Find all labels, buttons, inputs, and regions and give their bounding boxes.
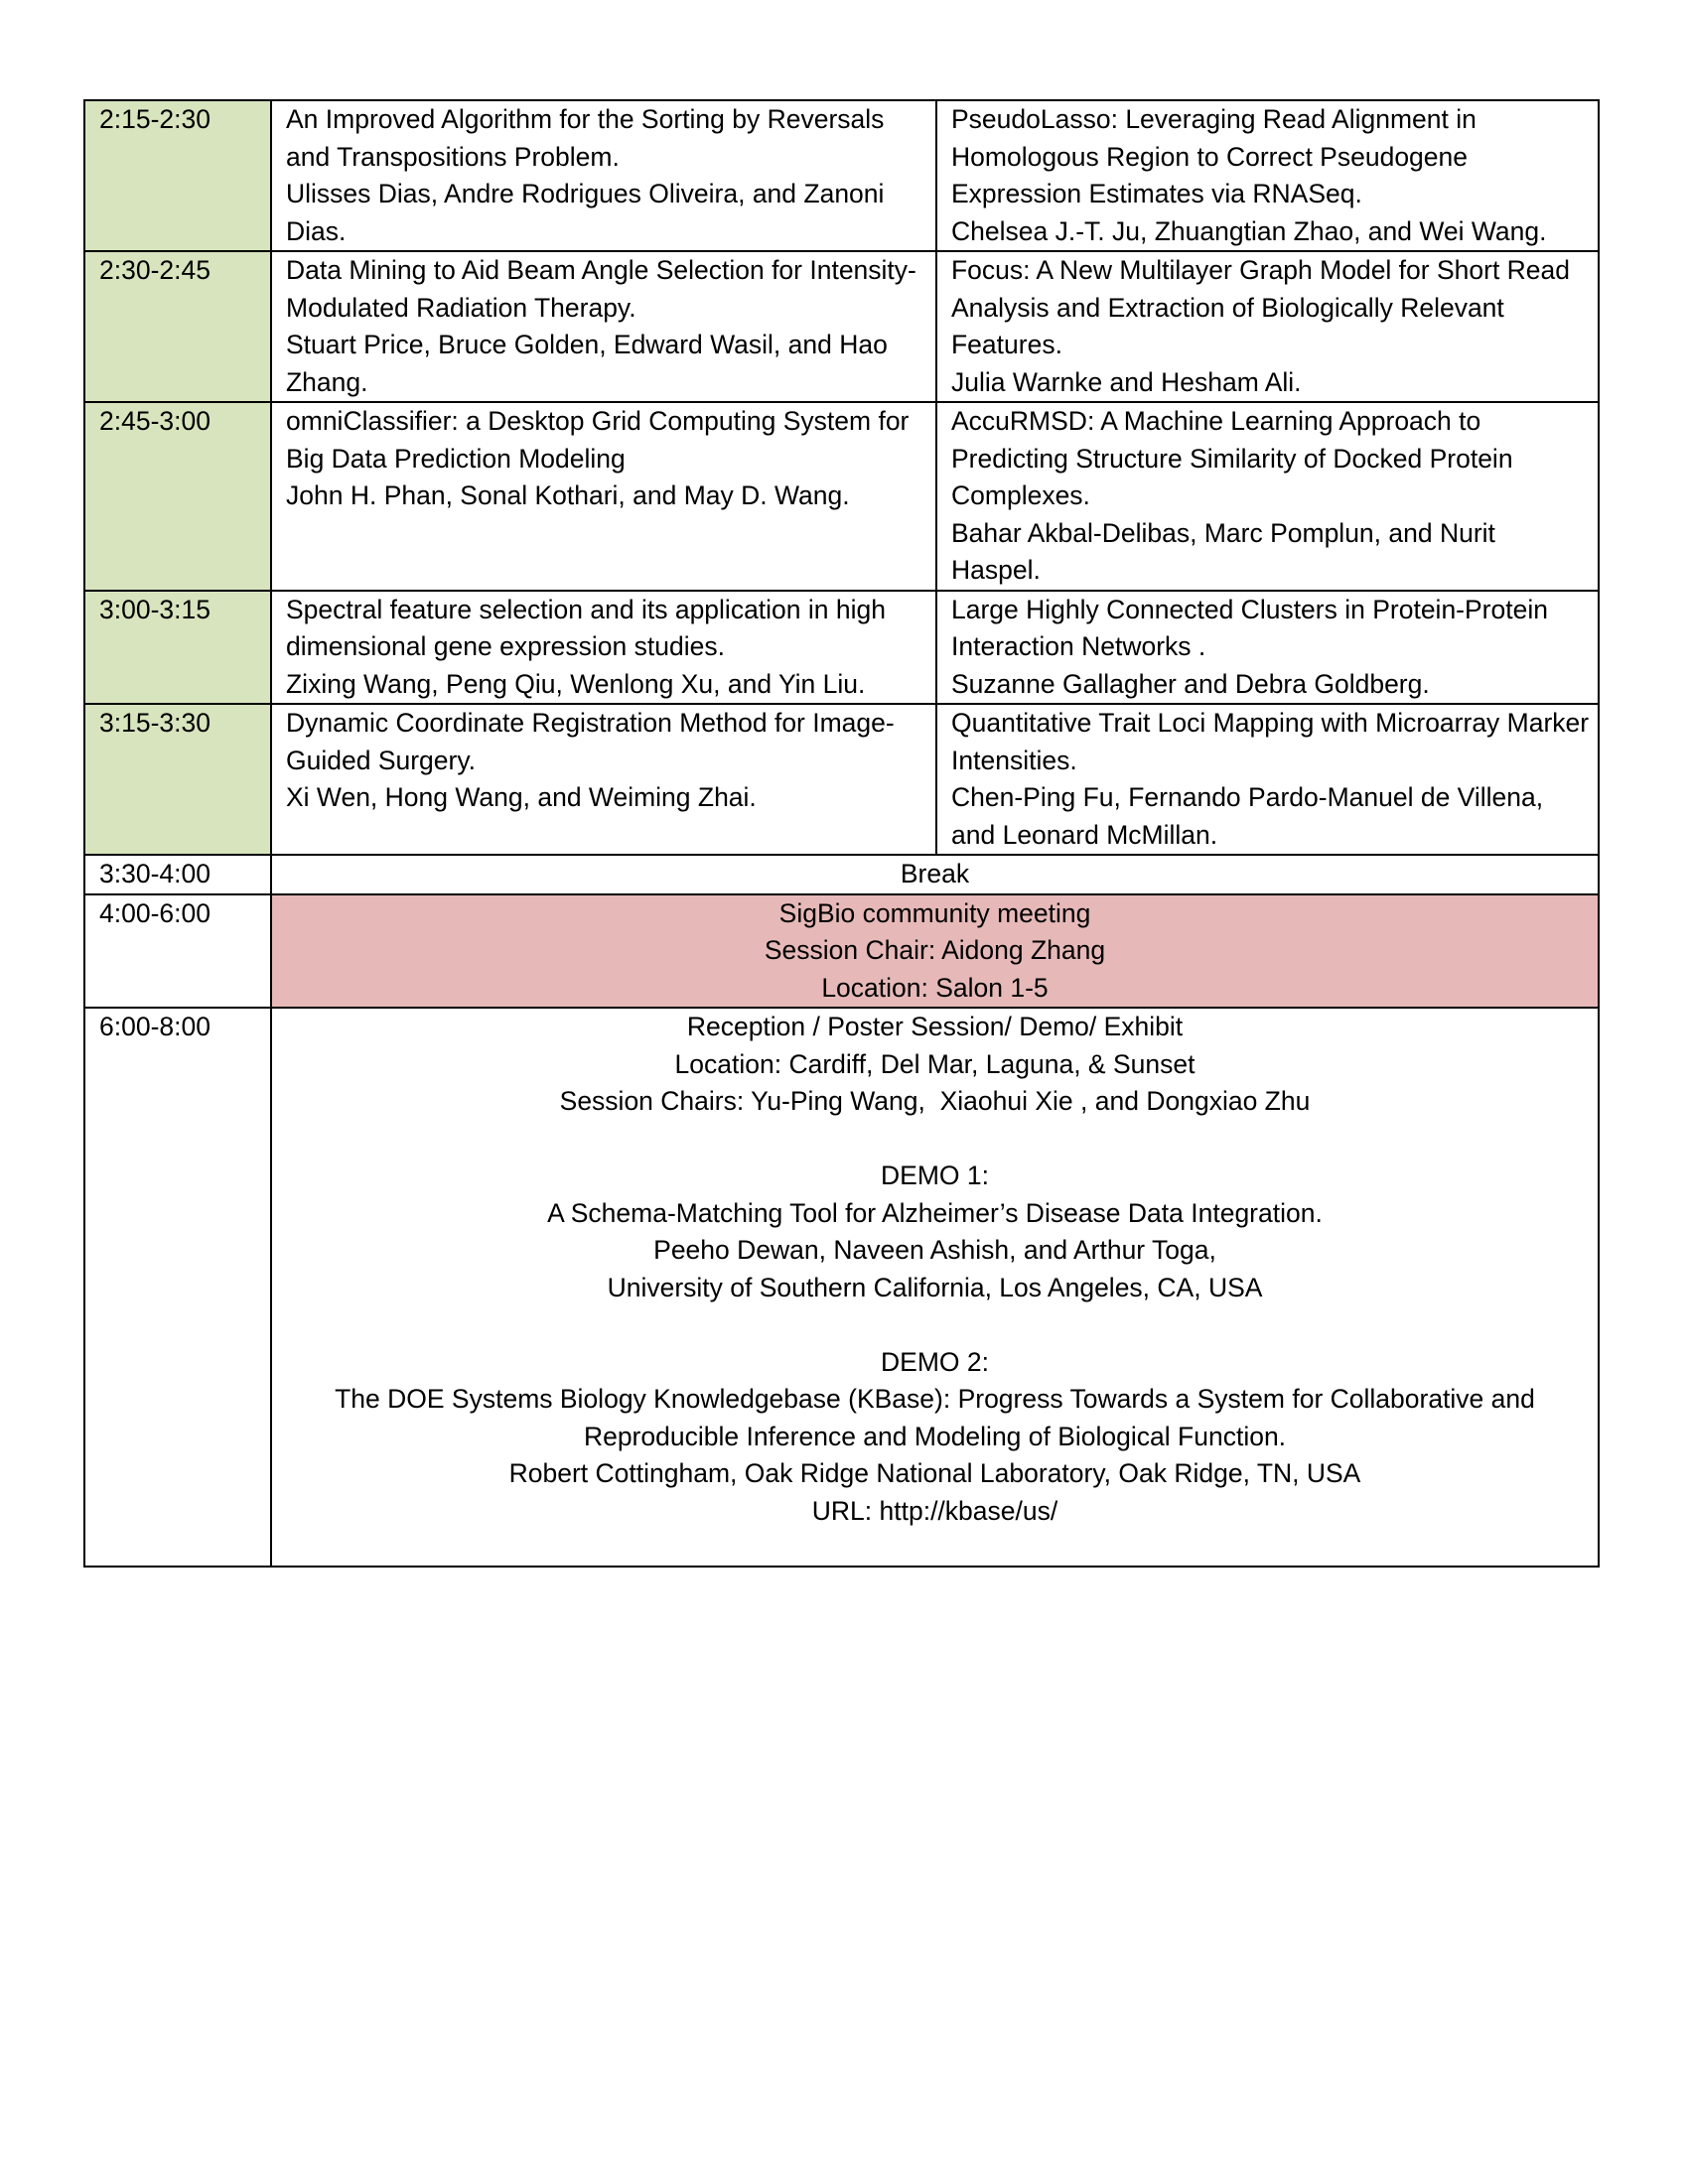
table-row <box>84 704 1599 855</box>
meeting-location: Location: Salon 1-5 <box>821 972 1049 1003</box>
talk-title: Large Highly Connected Clusters in Protein-Protein Interaction Networks . <box>951 594 1548 661</box>
schedule-table <box>83 99 1600 1568</box>
talk-title: PseudoLasso: Leveraging Read Alignment in Homologous Region to Correct Pseudogene Expression Estimates via RNASeq. <box>951 104 1477 208</box>
reception-location: Location: Cardiff, Del Mar, Laguna, & Sunset <box>674 1048 1196 1079</box>
time-cell: 4:00-6:00 <box>84 894 271 1009</box>
talk-cell <box>271 704 936 855</box>
reception-chairs: Session Chairs: Yu-Ping Wang, Xiaohui Xie , and Dongxiao Zhu <box>559 1086 1311 1116</box>
time-cell: 6:00-8:00 <box>84 1008 271 1567</box>
time-cell: 3:15-3:30 <box>84 704 271 855</box>
time-cell: 3:00-3:15 <box>84 591 271 705</box>
demo2-title-line2: Reproducible Inference and Modeling of Biological Function. <box>583 1421 1287 1451</box>
talk-cell <box>936 251 1599 402</box>
meeting-title: SigBio community meeting <box>778 897 1091 928</box>
talk-authors: Suzanne Gallagher and Debra Goldberg. <box>951 668 1430 699</box>
talk-authors: John H. Phan, Sonal Kothari, and May D. Wang. <box>286 480 850 510</box>
reception-cell <box>271 1008 1599 1567</box>
time-cell: 2:30-2:45 <box>84 251 271 402</box>
demo1-affiliation: University of Southern California, Los Angeles, CA, USA <box>607 1272 1263 1302</box>
talk-authors: Stuart Price, Bruce Golden, Edward Wasil, and Hao Zhang. <box>286 330 888 397</box>
table-row <box>84 591 1599 705</box>
demo2-url: URL: http://kbase/us/ <box>811 1495 1058 1526</box>
talk-authors: Bahar Akbal-Delibas, Marc Pomplun, and Nurit Haspel. <box>951 517 1495 585</box>
talk-cell <box>271 251 936 402</box>
time-cell: 2:45-3:00 <box>84 402 271 591</box>
demo2-authors: Robert Cottingham, Oak Ridge National Laboratory, Oak Ridge, TN, USA <box>508 1458 1361 1488</box>
talk-cell <box>936 402 1599 591</box>
meeting-chair: Session Chair: Aidong Zhang <box>764 935 1106 965</box>
talk-title: Spectral feature selection and its application in high dimensional gene expression studies. <box>286 594 886 661</box>
talk-cell <box>936 100 1599 251</box>
time-cell: 3:30-4:00 <box>84 855 271 894</box>
break-row <box>84 855 1599 894</box>
talk-cell <box>936 591 1599 705</box>
talk-title: Data Mining to Aid Beam Angle Selection for Intensity-Modulated Radiation Therapy. <box>286 255 916 323</box>
table-row <box>84 251 1599 402</box>
talk-authors: Chelsea J.-T. Ju, Zhuangtian Zhao, and Wei Wang. <box>951 215 1547 246</box>
talk-title: An Improved Algorithm for the Sorting by Reversals and Transpositions Problem. <box>286 104 885 172</box>
spacer <box>280 1306 1590 1344</box>
demo1-authors: Peeho Dewan, Naveen Ashish, and Arthur Toga, <box>653 1235 1216 1265</box>
talk-authors: Julia Warnke and Hesham Ali. <box>951 366 1302 397</box>
reception-row <box>84 1008 1599 1567</box>
meeting-row <box>84 894 1599 1009</box>
talk-authors: Ulisses Dias, Andre Rodrigues Oliveira, and Zanoni Dias. <box>286 179 885 246</box>
table-row <box>84 402 1599 591</box>
demo1-label: DEMO 1: <box>881 1160 989 1190</box>
talk-authors: Xi Wen, Hong Wang, and Weiming Zhai. <box>286 782 757 812</box>
talk-cell <box>271 591 936 705</box>
talk-title: Dynamic Coordinate Registration Method for Image-Guided Surgery. <box>286 708 895 775</box>
table-row <box>84 100 1599 251</box>
talk-authors: Chen-Ping Fu, Fernando Pardo-Manuel de Villena, and Leonard McMillan. <box>951 782 1544 850</box>
talk-title: omniClassifier: a Desktop Grid Computing System for Big Data Prediction Modeling <box>286 406 910 474</box>
demo2-label: DEMO 2: <box>881 1346 989 1377</box>
talk-title: AccuRMSD: A Machine Learning Approach to Predicting Structure Similarity of Docked Protein Complexes. <box>951 406 1513 510</box>
talk-title: Quantitative Trait Loci Mapping with Microarray Marker Intensities. <box>951 708 1590 775</box>
meeting-cell <box>271 894 1599 1009</box>
talk-cell <box>936 704 1599 855</box>
talk-title: Focus: A New Multilayer Graph Model for Short Read Analysis and Extraction of Biologically Relevant Features. <box>951 255 1571 359</box>
demo2-title-line1: The DOE Systems Biology Knowledgebase (KBase): Progress Towards a System for Collaborative and <box>335 1384 1535 1414</box>
spacer <box>280 1121 1590 1159</box>
talk-cell <box>271 402 936 591</box>
talk-authors: Zixing Wang, Peng Qiu, Wenlong Xu, and Yin Liu. <box>286 668 866 699</box>
break-label: Break <box>271 855 1599 894</box>
talk-cell <box>271 100 936 251</box>
demo1-title: A Schema-Matching Tool for Alzheimer’s Disease Data Integration. <box>547 1197 1323 1228</box>
reception-title: Reception / Poster Session/ Demo/ Exhibit <box>686 1012 1184 1041</box>
time-cell: 2:15-2:30 <box>84 100 271 251</box>
